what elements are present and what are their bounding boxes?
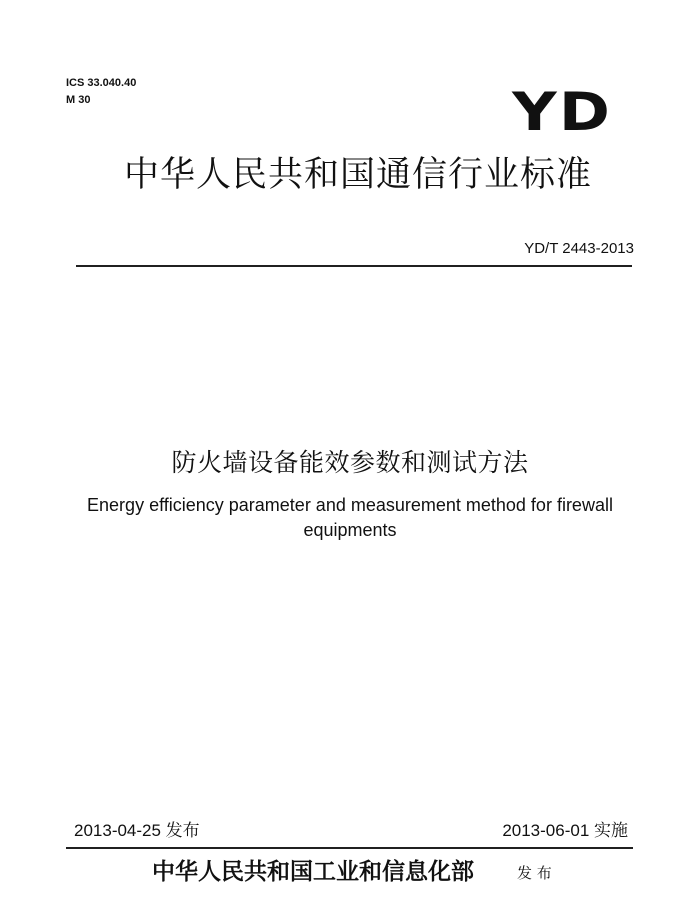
classification-code: M 30 [66, 94, 91, 106]
issue-date: 2013-04-25 发布 [74, 821, 200, 840]
yd-logo [511, 81, 613, 143]
publisher-name: 中华人民共和国工业和信息化部 [152, 858, 474, 885]
ics-code: ICS 33.040.40 [66, 77, 137, 89]
standard-number: YD/T 2443-2013 [524, 240, 634, 257]
bottom-divider [66, 847, 633, 849]
effective-date: 2013-06-01 实施 [502, 821, 628, 840]
yd-logo-text: YD [511, 81, 613, 143]
industry-standard-title: 中华人民共和国通信行业标准 [123, 155, 592, 195]
top-divider [76, 265, 632, 267]
chinese-document-title: 防火墙设备能效参数和测试方法 [171, 448, 529, 477]
english-document-title-line-1: Energy efficiency parameter and measurement method for firewall [87, 495, 613, 515]
publisher-action: 发 布 [517, 864, 552, 882]
english-document-title-line-2: equipments [303, 520, 397, 540]
